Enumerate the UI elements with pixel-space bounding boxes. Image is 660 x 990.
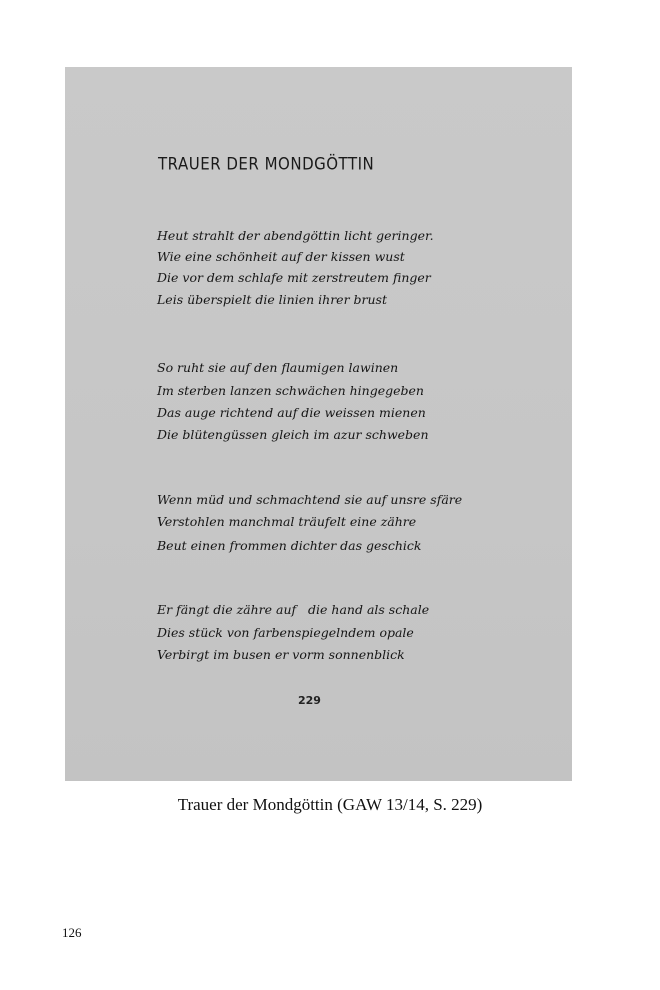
manuscript-scan	[65, 67, 572, 781]
poem-line: Er fängt die zähre auf die hand als schale	[157, 602, 430, 617]
page-number: 126	[62, 925, 82, 940]
poem-line: Verbirgt im busen er vorm sonnenblick	[157, 647, 405, 662]
figure-caption: Trauer der Mondgöttin (GAW 13/14, S. 229)	[177, 795, 483, 814]
poem-line: Wie eine schönheit auf der kissen wust	[157, 249, 405, 264]
poem-line: Im sterben lanzen schwächen hingegeben	[157, 383, 424, 398]
poem-line: Wenn müd und schmachtend sie auf unsre sfäre	[157, 492, 463, 507]
poem-line: Die vor dem schlafe mit zerstreutem finger	[157, 270, 431, 285]
poem-line: Verstohlen manchmal träufelt eine zähre	[157, 514, 417, 529]
poem-line: Das auge richtend auf die weissen mienen	[157, 405, 426, 420]
poem-line: Leis überspielt die linien ihrer brust	[157, 292, 387, 307]
poem-title: TRAUER DER MONDGÖTTIN	[158, 153, 375, 175]
poem-line: Dies stück von farbenspiegelndem opale	[157, 625, 414, 640]
poem-line: Die blütengüssen gleich im azur schweben	[157, 427, 429, 442]
poem-line: Beut einen frommen dichter das geschick	[157, 538, 422, 553]
poem-line: So ruht sie auf den flaumigen lawinen	[157, 360, 399, 375]
manuscript-page-number: 229	[298, 694, 321, 707]
poem-line: Heut strahlt der abendgöttin licht geringer.	[157, 228, 434, 243]
